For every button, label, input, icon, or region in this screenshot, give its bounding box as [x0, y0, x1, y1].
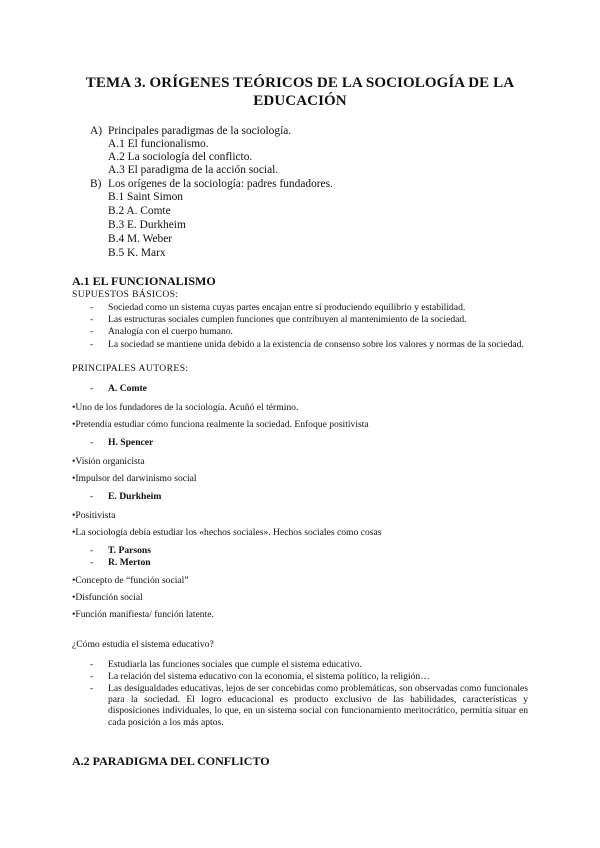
document-title: [60, 74, 540, 110]
dash-bullet: -: [90, 683, 94, 694]
dash-bullet: -: [90, 339, 94, 350]
title-line-2: EDUCACIÓN: [253, 93, 347, 109]
outline-item: B.5 K. Marx: [108, 247, 166, 259]
author-name-spencer: H. Spencer: [108, 437, 154, 448]
author-point: •Visión organicista: [72, 456, 145, 467]
answer-item: Las desigualdades educativas, lejos de ser concebidas como problemáticas, son observadas como funcionales para la sociedad. El logro educacional es producto exclusivo de las habilidades, características y disposiciones individuales, lo que, en un sistema social con funcionamiento meritocrático, permitía situar en cada posición a los más aptos.: [108, 683, 528, 728]
answer-item: Estudiarla las funciones sociales que cumple el sistema educativo.: [108, 659, 362, 670]
dash-bullet: -: [90, 326, 94, 337]
answer-item: La relación del sistema educativo con la economía, el sistema político, la religión…: [108, 671, 430, 682]
outline-item: B.1 Saint Simon: [108, 191, 184, 203]
dash-bullet: -: [90, 314, 94, 325]
dash-bullet: -: [90, 557, 94, 568]
supuesto-item: Analogía con el cuerpo humano.: [108, 326, 233, 337]
author-point: •Impulsor del darwinismo social: [72, 473, 197, 484]
supuestos-label: SUPUESTOS BÁSICOS:: [72, 289, 179, 300]
dash-bullet: -: [90, 383, 94, 394]
outline-item: A.2 La sociología del conflicto.: [108, 151, 253, 163]
dash-bullet: -: [90, 671, 94, 682]
autores-label: PRINCIPALES AUTORES:: [72, 363, 189, 374]
dash-bullet: -: [90, 545, 94, 556]
author-point: •La sociología debía estudiar los «hechos sociales». Hechos sociales como cosas: [72, 527, 382, 538]
section-heading-conflicto: A.2 PARADIGMA DEL CONFLICTO: [72, 754, 270, 768]
author-point: •Función manifiesta/ función latente.: [72, 609, 214, 620]
author-name-comte: A. Comte: [108, 383, 147, 394]
supuesto-item: Las estructuras sociales cumplen funciones que contribuyen al mantenimiento de la sociedad.: [108, 314, 467, 325]
question-text: ¿Cómo estudia el sistema educativo?: [72, 639, 214, 650]
author-point: •Concepto de “función social”: [72, 575, 189, 586]
outline-item: B.4 M. Weber: [108, 233, 173, 245]
author-point: •Positivista: [72, 510, 116, 521]
author-name-durkheim: E. Durkheim: [108, 491, 162, 502]
outline-item: B.2 A. Comte: [108, 205, 171, 217]
outline-item: A.1 El funcionalismo.: [108, 138, 209, 150]
author-name-parsons: T. Parsons: [108, 545, 151, 556]
outline-marker-b: B): [90, 178, 102, 190]
outline-item: B.3 E. Durkheim: [108, 219, 186, 231]
outline-item: A.3 El paradigma de la acción social.: [108, 164, 279, 176]
author-point: •Pretendía estudiar cómo funciona realmente la sociedad. Enfoque positivista: [72, 419, 369, 430]
supuesto-item: La sociedad se mantiene unida debido a la existencia de consenso sobre los valores y normas de la sociedad.: [108, 339, 524, 350]
section-heading-funcionalismo: A.1 EL FUNCIONALISMO: [72, 274, 216, 288]
supuesto-item: Sociedad como un sistema cuyas partes encajan entre sí produciendo equilibrio y estabilidad.: [108, 302, 466, 313]
author-point: •Uno de los fundadores de la sociología. Acuñó el término.: [72, 402, 299, 413]
dash-bullet: -: [90, 659, 94, 670]
author-point: •Disfunción social: [72, 592, 143, 603]
dash-bullet: -: [90, 302, 94, 313]
dash-bullet: -: [90, 491, 94, 502]
outline-marker-a: A): [90, 125, 103, 137]
outline-a-label: Principales paradigmas de la sociología.: [108, 125, 292, 137]
author-name-merton: R. Merton: [108, 557, 151, 568]
outline-b-label: Los orígenes de la sociología: padres fundadores.: [108, 178, 333, 190]
title-line-1: TEMA 3. ORÍGENES TEÓRICOS DE LA SOCIOLOGÍA DE LA: [85, 75, 515, 91]
dash-bullet: -: [90, 437, 94, 448]
